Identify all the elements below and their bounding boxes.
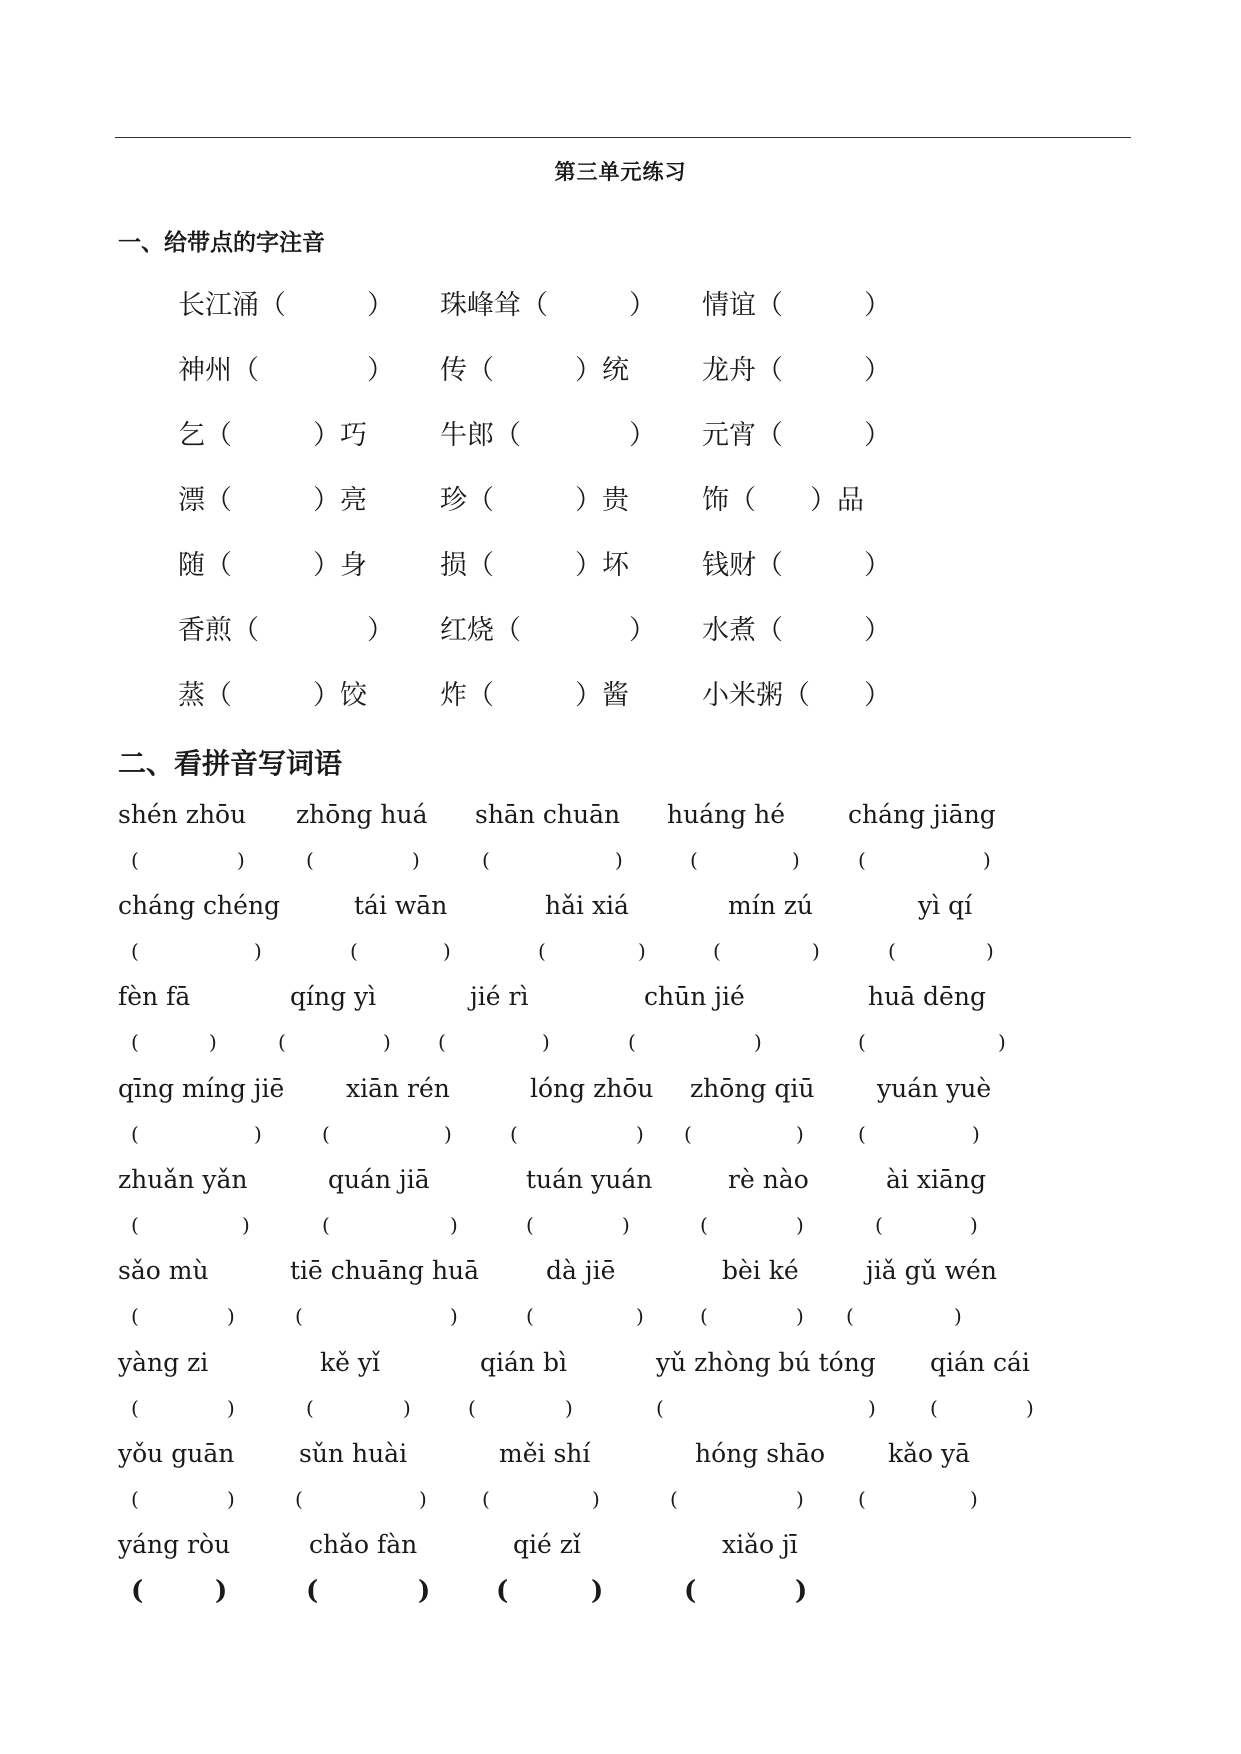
phonetic-item: 小米粥（ ） (702, 680, 891, 711)
answer-paren-open: ( (322, 1213, 330, 1237)
pinyin-text: měi shí (499, 1439, 591, 1468)
phonetic-item: 神州（ ） (178, 355, 394, 386)
pinyin-text: tuán yuán (526, 1165, 653, 1194)
phonetic-item: 蒸（ ）饺 (178, 680, 367, 711)
pinyin-text: rè nào (728, 1165, 809, 1194)
answer-paren-close: ) (812, 939, 820, 963)
answer-paren-close: ) (227, 1487, 235, 1511)
pinyin-text: yàng zi (118, 1348, 209, 1377)
pinyin-text: xiān rén (346, 1074, 450, 1103)
answer-paren-close: ) (444, 1122, 452, 1146)
answer-paren-open: ( (322, 1122, 330, 1146)
answer-paren-close: ) (450, 1213, 458, 1237)
pinyin-text: qíng yì (290, 982, 377, 1011)
answer-paren-open: ( (526, 1213, 534, 1237)
answer-paren-open: ( (496, 1576, 509, 1606)
pinyin-text: sǎo mù (118, 1256, 209, 1285)
phonetic-item: 珠峰耸（ ） (440, 290, 656, 321)
answer-paren-close: ) (542, 1030, 550, 1054)
pinyin-text: cháng chéng (118, 891, 281, 920)
answer-paren-close: ) (443, 939, 451, 963)
answer-paren-close: ) (792, 848, 800, 872)
answer-paren-close: ) (972, 1122, 980, 1146)
answer-paren-close: ) (754, 1030, 762, 1054)
phonetic-item: 传（ ）统 (440, 355, 629, 386)
pinyin-text: chǎo fàn (309, 1530, 418, 1559)
answer-paren-open: ( (510, 1122, 518, 1146)
answer-paren-close: ) (227, 1396, 235, 1420)
pinyin-text: shān chuān (475, 800, 621, 829)
pinyin-text: kǎo yā (888, 1439, 971, 1468)
answer-paren-close: ) (954, 1304, 962, 1328)
answer-paren-open: ( (482, 1487, 490, 1511)
answer-paren-open: ( (350, 939, 358, 963)
answer-paren-close: ) (636, 1122, 644, 1146)
pinyin-text: huáng hé (667, 800, 786, 829)
pinyin-text: zhuǎn yǎn (118, 1165, 248, 1194)
answer-paren-close: ) (418, 1576, 431, 1606)
answer-paren-open: ( (858, 1122, 866, 1146)
pinyin-text: fèn fā (118, 982, 191, 1011)
answer-paren-open: ( (295, 1304, 303, 1328)
answer-paren-close: ) (796, 1122, 804, 1146)
answer-paren-close: ) (412, 848, 420, 872)
answer-paren-close: ) (215, 1576, 228, 1606)
pinyin-text: yuán yuè (877, 1074, 992, 1103)
pinyin-text: qián bì (480, 1348, 567, 1377)
answer-paren-open: ( (278, 1030, 286, 1054)
answer-paren-open: ( (846, 1304, 854, 1328)
phonetic-item: 随（ ）身 (178, 550, 367, 581)
answer-paren-close: ) (622, 1213, 630, 1237)
answer-paren-open: ( (700, 1304, 708, 1328)
answer-paren-close: ) (636, 1304, 644, 1328)
answer-paren-close: ) (237, 848, 245, 872)
answer-paren-open: ( (526, 1304, 534, 1328)
answer-paren-close: ) (615, 848, 623, 872)
pinyin-text: jiǎ gǔ wén (866, 1256, 997, 1285)
phonetic-item: 漂（ ）亮 (178, 485, 367, 516)
answer-paren-close: ) (796, 1213, 804, 1237)
page-title: 第三单元练习 (554, 160, 687, 184)
phonetic-item: 钱财（ ） (702, 550, 891, 581)
pinyin-text: dà jiē (546, 1256, 616, 1285)
pinyin-text: qián cái (930, 1348, 1030, 1377)
answer-paren-open: ( (131, 1213, 139, 1237)
answer-paren-close: ) (970, 1213, 978, 1237)
pinyin-text: mín zú (728, 891, 814, 920)
answer-paren-close: ) (419, 1487, 427, 1511)
answer-paren-open: ( (131, 1396, 139, 1420)
answer-paren-close: ) (209, 1030, 217, 1054)
answer-paren-close: ) (403, 1396, 411, 1420)
answer-paren-close: ) (986, 939, 994, 963)
answer-paren-open: ( (858, 1487, 866, 1511)
answer-paren-close: ) (796, 1487, 804, 1511)
answer-paren-open: ( (656, 1396, 664, 1420)
answer-paren-close: ) (254, 939, 262, 963)
answer-paren-open: ( (875, 1213, 883, 1237)
pinyin-text: huā dēng (868, 982, 986, 1011)
pinyin-text: yì qí (918, 891, 973, 920)
pinyin-text: hǎi xiá (545, 891, 629, 920)
header-rule (115, 137, 1131, 138)
pinyin-text: kě yǐ (320, 1348, 381, 1377)
answer-paren-open: ( (306, 848, 314, 872)
answer-paren-open: ( (131, 1304, 139, 1328)
answer-paren-close: ) (591, 1576, 604, 1606)
answer-paren-open: ( (684, 1122, 692, 1146)
answer-paren-open: ( (684, 1576, 697, 1606)
phonetic-item: 情谊（ ） (702, 290, 891, 321)
answer-paren-close: ) (565, 1396, 573, 1420)
answer-paren-open: ( (131, 1122, 139, 1146)
phonetic-item: 珍（ ）贵 (440, 485, 629, 516)
answer-paren-open: ( (713, 939, 721, 963)
pinyin-text: tái wān (354, 891, 448, 920)
section2-heading: 二、看拼音写词语 (118, 747, 343, 780)
answer-paren-close: ) (242, 1213, 250, 1237)
phonetic-item: 红烧（ ） (440, 615, 656, 646)
section1-heading: 一、给带点的字注音 (118, 230, 325, 256)
pinyin-text: zhōng huá (296, 800, 428, 829)
answer-paren-close: ) (795, 1576, 808, 1606)
pinyin-text: xiǎo jī (722, 1530, 798, 1559)
answer-paren-close: ) (1026, 1396, 1034, 1420)
pinyin-text: sǔn huài (299, 1439, 408, 1468)
pinyin-text: cháng jiāng (848, 800, 996, 829)
answer-paren-open: ( (131, 1576, 144, 1606)
pinyin-text: ài xiāng (886, 1165, 986, 1194)
pinyin-text: chūn jié (644, 982, 745, 1011)
answer-paren-open: ( (131, 1030, 139, 1054)
answer-paren-open: ( (438, 1030, 446, 1054)
phonetic-item: 香煎（ ） (178, 615, 394, 646)
pinyin-text: qīng míng jiē (118, 1074, 285, 1103)
pinyin-text: lóng zhōu (530, 1074, 654, 1103)
phonetic-item: 龙舟（ ） (702, 355, 891, 386)
answer-paren-open: ( (306, 1396, 314, 1420)
answer-paren-close: ) (638, 939, 646, 963)
pinyin-text: jié rì (470, 982, 529, 1011)
phonetic-item: 饰（ ）品 (702, 485, 864, 516)
answer-paren-open: ( (930, 1396, 938, 1420)
pinyin-text: tiē chuāng huā (290, 1256, 480, 1285)
answer-paren-open: ( (131, 1487, 139, 1511)
answer-paren-open: ( (670, 1487, 678, 1511)
answer-paren-open: ( (131, 848, 139, 872)
answer-paren-close: ) (970, 1487, 978, 1511)
answer-paren-open: ( (690, 848, 698, 872)
phonetic-item: 乞（ ）巧 (178, 420, 367, 451)
pinyin-text: yǒu guān (118, 1439, 235, 1468)
pinyin-text: bèi ké (722, 1256, 799, 1285)
answer-paren-open: ( (306, 1576, 319, 1606)
answer-paren-open: ( (700, 1213, 708, 1237)
pinyin-text: shén zhōu (118, 800, 247, 829)
answer-paren-open: ( (858, 848, 866, 872)
pinyin-text: yǔ zhòng bú tóng (656, 1348, 876, 1377)
phonetic-item: 牛郎（ ） (440, 420, 656, 451)
answer-paren-close: ) (796, 1304, 804, 1328)
answer-paren-close: ) (998, 1030, 1006, 1054)
answer-paren-open: ( (482, 848, 490, 872)
answer-paren-open: ( (628, 1030, 636, 1054)
answer-paren-open: ( (131, 939, 139, 963)
answer-paren-open: ( (468, 1396, 476, 1420)
answer-paren-open: ( (858, 1030, 866, 1054)
pinyin-text: zhōng qiū (690, 1074, 815, 1103)
answer-paren-close: ) (868, 1396, 876, 1420)
answer-paren-open: ( (888, 939, 896, 963)
answer-paren-close: ) (227, 1304, 235, 1328)
pinyin-text: quán jiā (328, 1165, 430, 1194)
answer-paren-open: ( (538, 939, 546, 963)
phonetic-item: 损（ ）坏 (440, 550, 629, 581)
pinyin-text: yáng ròu (118, 1530, 231, 1559)
answer-paren-close: ) (383, 1030, 391, 1054)
answer-paren-close: ) (450, 1304, 458, 1328)
pinyin-text: hóng shāo (695, 1439, 826, 1468)
phonetic-item: 水煮（ ） (702, 615, 891, 646)
phonetic-item: 炸（ ）酱 (440, 680, 629, 711)
phonetic-item: 长江涌（ ） (178, 290, 394, 321)
phonetic-item: 元宵（ ） (702, 420, 891, 451)
answer-paren-close: ) (983, 848, 991, 872)
answer-paren-open: ( (295, 1487, 303, 1511)
answer-paren-close: ) (592, 1487, 600, 1511)
pinyin-text: qié zǐ (513, 1530, 581, 1559)
answer-paren-close: ) (254, 1122, 262, 1146)
